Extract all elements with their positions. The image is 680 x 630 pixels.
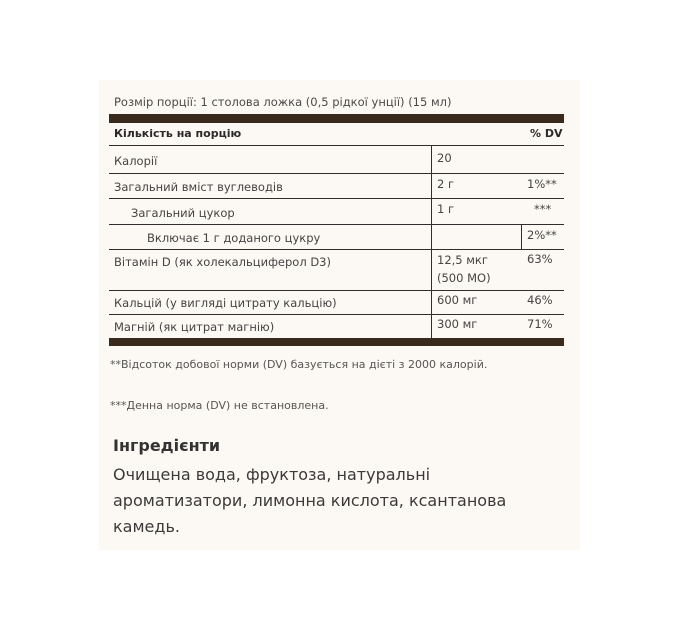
nutrient-amount: 1 г: [437, 202, 455, 216]
nutrient-amount: 2 г: [437, 177, 455, 191]
bottom-thick-bar: [109, 338, 564, 346]
row-divider: [109, 224, 564, 225]
nutrient-amount: 300 мг: [437, 317, 478, 331]
row-divider: [109, 198, 564, 199]
row-divider: [109, 249, 564, 250]
nutrient-name: Включає 1 г доданого цукру: [147, 231, 321, 245]
row-divider: [109, 314, 564, 315]
nutrient-name: Магній (як цитрат магнію): [114, 320, 275, 334]
nutrient-name: Загальний вміст вуглеводів: [114, 180, 283, 194]
ingredients-title: Інгредієнти: [113, 436, 221, 455]
serving-size: Розмір порції: 1 столова ложка (0,5 рідкої унції) (15 мл): [114, 95, 452, 109]
row-divider: [109, 145, 564, 146]
nutrient-amount: 600 мг: [437, 293, 478, 307]
footnote-not-established: ***Денна норма (DV) не встановлена.: [110, 399, 329, 412]
nutrient-dv: 2%**: [527, 228, 557, 242]
nutrient-dv: 71%: [527, 317, 553, 331]
footnote-dv-basis: **Відсоток добової норми (DV) базується на дієті з 2000 калорій.: [110, 358, 488, 371]
row-divider: [109, 290, 564, 291]
nutrient-name: Калорії: [114, 154, 158, 168]
ingredients-text: Очищена вода, фруктоза, натуральні ароматизатори, лимонна кислота, ксантанова камедь.: [113, 465, 507, 536]
nutrient-dv: ***: [534, 202, 552, 216]
amount-per-serving-header: Кількість на порцію: [114, 127, 242, 140]
nutrient-name: Вітамін D (як холекальциферол D3): [114, 255, 331, 269]
nutrient-dv: 63%: [527, 252, 553, 266]
column-divider: [521, 224, 522, 250]
column-divider: [431, 145, 432, 338]
nutrient-amount: 20: [437, 151, 452, 165]
nutrient-dv: 46%: [527, 293, 553, 307]
top-thick-bar: [109, 114, 564, 123]
dv-header: % DV: [530, 127, 563, 140]
nutrient-name: Кальцій (у вигляді цитрату кальцію): [114, 296, 337, 310]
nutrient-name: Загальний цукор: [131, 206, 235, 220]
nutrient-dv: 1%**: [527, 177, 557, 191]
row-divider: [109, 173, 564, 174]
nutrient-amount: 12,5 мкг (500 МО): [437, 253, 491, 285]
